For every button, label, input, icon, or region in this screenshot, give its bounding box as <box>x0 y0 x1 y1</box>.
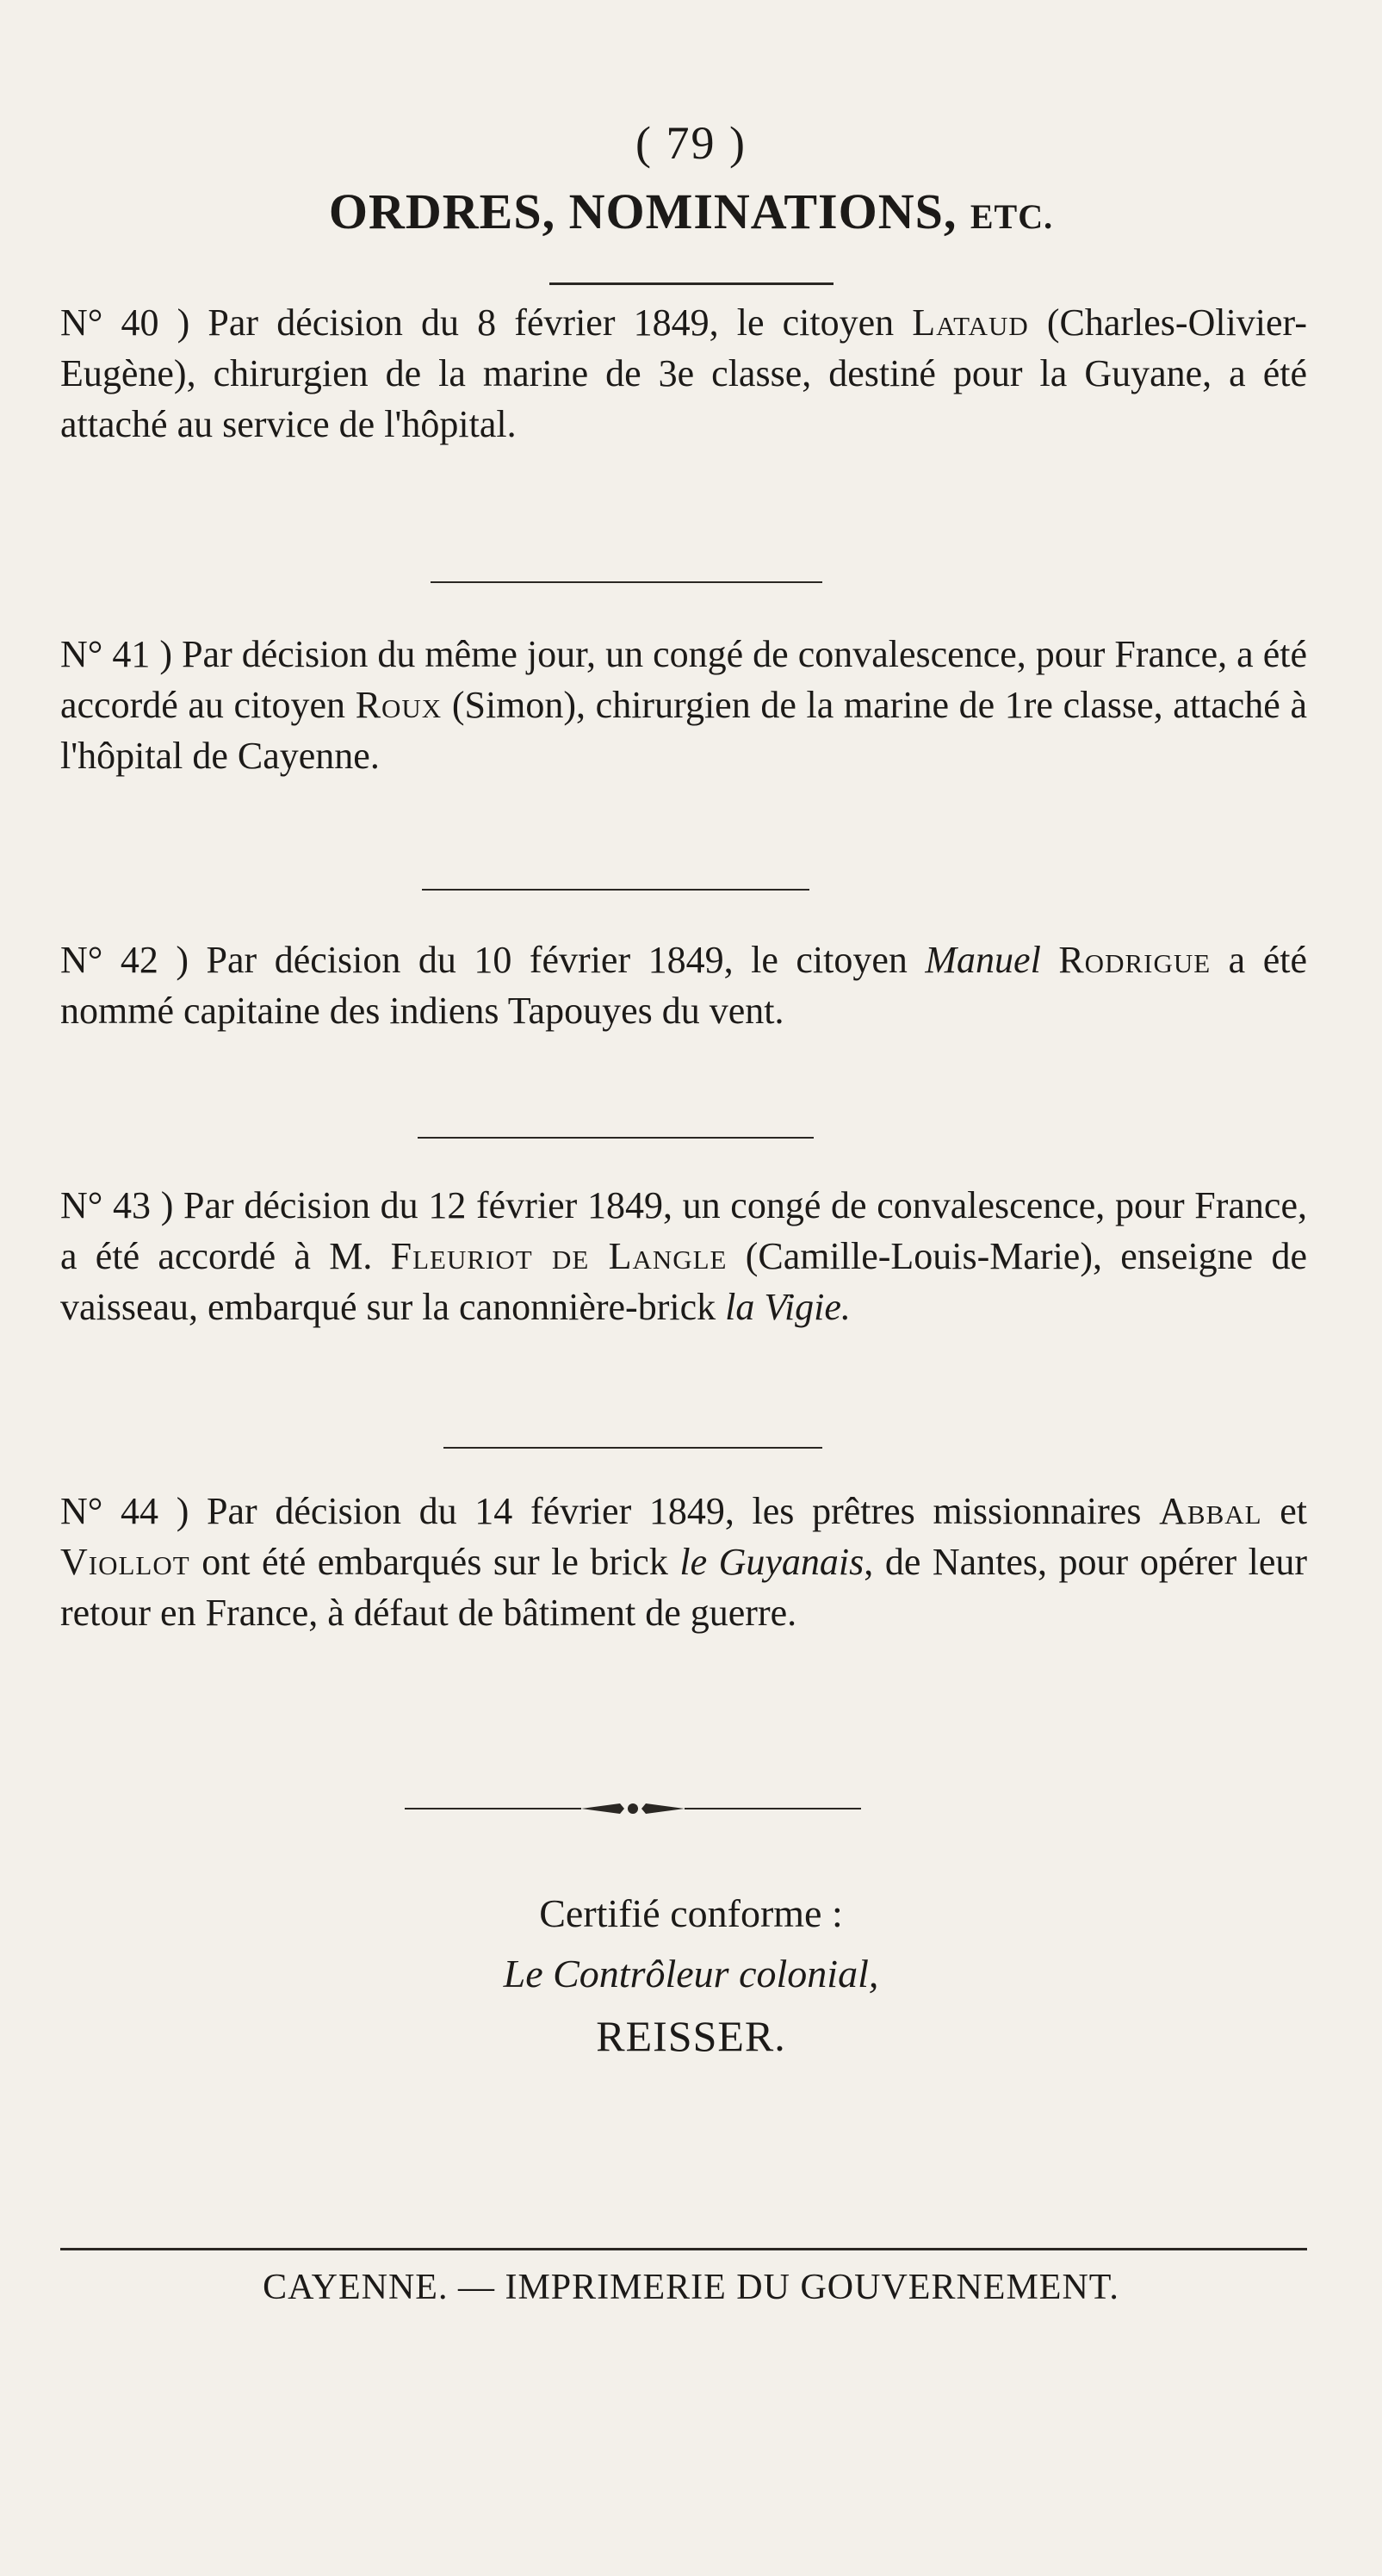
entry-name: Rodrigue <box>1058 939 1212 981</box>
page-number: ( 79 ) <box>635 117 747 169</box>
separator-rule <box>418 1137 814 1139</box>
entry-42 <box>60 934 1307 1036</box>
section-header <box>0 183 1382 240</box>
entry-text: Par décision du même jour, un congé de convalescence, pour France, a été accordé au citoyen <box>60 633 1307 726</box>
entry-text: Par décision du 8 février 1849, le citoyen <box>208 301 913 344</box>
entry-41 <box>60 629 1307 781</box>
controleur-title: Le Contrôleur colonial, <box>503 1952 879 1996</box>
entry-name: Manuel <box>925 939 1041 981</box>
signature-name: REISSER. <box>596 2012 786 2060</box>
entry-name: Fleuriot de Langle <box>390 1235 728 1277</box>
entry-number: N° 43 ) <box>60 1184 184 1226</box>
entry-text: , de Nantes, pour opérer leur retour en France, à défaut de bâtiment de guerre. <box>60 1541 1308 1634</box>
header-rule <box>549 282 834 285</box>
section-title: ORDRES, NOMINATIONS, <box>328 183 970 239</box>
entry-name: la Vigie. <box>725 1286 851 1328</box>
certification-line: Certifié conforme : <box>539 1891 843 1935</box>
entry-name: le Guyanais <box>679 1541 865 1583</box>
entry-text: Par décision du 12 février 1849, un congé de convalescence, pour France, a été accordé à M. <box>60 1184 1307 1277</box>
entry-name: Lataud <box>912 301 1029 344</box>
footer-rule <box>60 2248 1307 2250</box>
entry-44 <box>60 1486 1307 1638</box>
entry-name: Roux <box>355 684 443 726</box>
entry-text: ont été embarqués sur le brick <box>189 1541 680 1583</box>
entry-43 <box>60 1180 1307 1332</box>
separator-rule <box>431 581 822 583</box>
entry-name: Viollot <box>60 1541 190 1583</box>
entry-name: Abbal <box>1159 1490 1262 1532</box>
entry-text: et <box>1261 1490 1307 1532</box>
separator-rule <box>422 889 809 891</box>
entry-number: N° 41 ) <box>60 633 183 675</box>
entry-text: (Camille-Louis-Marie), enseigne de vaisseau, embarqué sur la canonnière-brick <box>60 1235 1308 1328</box>
entry-text: Par décision du 14 février 1849, les prêtres missionnaires <box>207 1490 1160 1532</box>
entry-text: (Simon), chirurgien de la marine de 1re classe, attaché à l'hôpital de Cayenne. <box>60 684 1307 777</box>
separator-rule <box>443 1447 822 1449</box>
printer-imprint: CAYENNE. — IMPRIMERIE DU GOUVERNEMENT. <box>263 2268 1119 2307</box>
entry-text: Par décision du 10 février 1849, le citoyen <box>206 939 926 981</box>
section-title-etc: ETC. <box>970 197 1054 236</box>
entry-text: (Charles-Olivier-Eugène), chirurgien de la marine de 3e classe, destiné pour la Guyane, a été attaché au service de l'hôpital. <box>60 301 1307 445</box>
entry-40 <box>60 297 1307 450</box>
entry-text: a été nommé capitaine des indiens Tapouyes du vent. <box>60 939 1307 1032</box>
entry-number: N° 42 ) <box>60 939 207 981</box>
ornament-divider <box>405 1796 861 1822</box>
entry-text <box>1041 939 1059 981</box>
entry-number: N° 40 ) <box>60 301 208 344</box>
entry-number: N° 44 ) <box>60 1490 208 1532</box>
